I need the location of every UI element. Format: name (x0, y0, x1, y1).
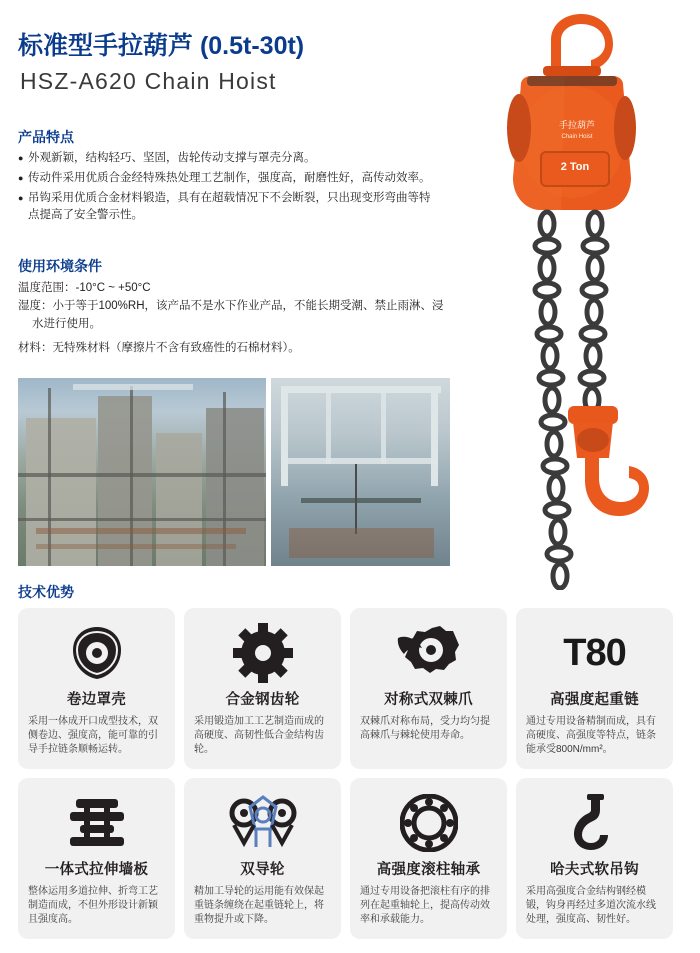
advantage-card (18, 608, 175, 769)
advantage-card (350, 778, 507, 939)
alloy-gear-icon (194, 622, 331, 684)
card-desc: 采用锻造加工工艺制造而成的高硬度、高韧性低合金结构齿轮。 (194, 716, 324, 755)
card-desc: 采用一体成开口成型技术，双侧卷边、强度高，能可靠的引导手拉链条顺畅运转。 (28, 716, 158, 755)
card-desc: 采用高强度合金结构钢经模锻，钩身再经过多道次流水线处理，强度高、韧性好。 (526, 886, 656, 925)
list-item (18, 150, 438, 167)
bullet-dot-icon: ● (18, 193, 24, 203)
top-hook-shape (543, 14, 613, 76)
feature-text: 传动件采用优质合金经特殊热处理工艺制作，强度高，耐磨性好，高传动效率。 (28, 172, 431, 184)
card-title: 哈夫式软吊钩 (550, 862, 639, 878)
svg-text:手拉葫芦: 手拉葫芦 (558, 120, 596, 130)
card-desc: 通过专用设备把滚柱有序的排列在起重轴轮上，提高传动效率和承载能力。 (360, 886, 490, 925)
photo-lifting-operation (271, 378, 450, 566)
environment-line: 水进行使用。 (32, 318, 101, 330)
section-heading-environment: 使用环境条件 (18, 258, 102, 274)
bullet-dot-icon: ● (18, 173, 24, 183)
environment-line: 温度范围：-10°C ~ +50°C (18, 282, 151, 294)
card-desc: 通过专用设备精制而成，具有高硬度、高强度等特点，链条能承受800N/mm²。 (526, 716, 656, 755)
advantage-card (18, 778, 175, 939)
wall-plate-icon (28, 792, 165, 854)
advantage-card (184, 608, 341, 769)
list-item (18, 190, 438, 224)
card-desc: 双棘爪对称布局，受力均匀提高棘爪与棘轮使用寿命。 (360, 716, 490, 741)
t80-chain-icon (526, 622, 663, 684)
shield-cover-icon (28, 622, 165, 684)
double-guide-wheel-icon (194, 792, 331, 854)
advantage-card (516, 778, 673, 939)
page-title-cn: 标准型手拉葫芦 (0.5t-30t) (18, 32, 305, 60)
chain-links (535, 212, 607, 588)
t80-grade-label: T80 (563, 631, 626, 674)
page-title-en: HSZ-A620 Chain Hoist (20, 68, 277, 94)
card-title: 合金钢齿轮 (225, 692, 300, 708)
bullet-dot-icon: ● (18, 153, 24, 163)
advantage-cards (18, 608, 682, 948)
list-item (18, 170, 438, 187)
feature-text: 吊钩采用优质合金材料锻造，具有在超载情况下不会断裂，只出现变形弯曲等特点提高了安全警示性。 (28, 192, 431, 221)
feature-text: 外观新颖，结构轻巧、坚固，齿轮传动支撑与罩壳分离。 (28, 152, 316, 164)
svg-text:Chain Hoist: Chain Hoist (561, 134, 593, 140)
environment-list (18, 279, 448, 357)
card-row (18, 608, 682, 769)
bottom-hook-shape (568, 406, 649, 516)
card-title: 高强度滚柱轴承 (376, 862, 481, 878)
photo-construction-site (18, 378, 266, 566)
hoist-body-shape (507, 76, 636, 210)
card-title: 一体式拉伸墙板 (44, 862, 149, 878)
roller-bearing-icon (360, 792, 497, 854)
section-heading-advantages: 技术优势 (18, 584, 74, 600)
section-heading-features: 产品特点 (18, 129, 74, 145)
card-desc: 精加工导轮的运用能有效保起重链条缠绕在起重链轮上，将重物提升或下降。 (194, 886, 324, 925)
card-row (18, 778, 682, 939)
svg-text:2 Ton: 2 Ton (560, 161, 590, 173)
card-title: 对称式双棘爪 (384, 692, 473, 708)
photo-gallery (18, 378, 450, 566)
environment-line: 材料：无特殊材料（摩擦片不含有致癌性的石棉材料）。 (18, 342, 300, 354)
double-pawl-icon (360, 622, 497, 684)
card-desc: 整体运用多道拉伸、折弯工艺制造而成，不但外形设计新颖且强度高。 (28, 886, 158, 925)
environment-line: 湿度：小于等于100%RH，该产品不是水下作业产品，不能长期受潮、禁止雨淋、浸 (18, 300, 444, 312)
features-list (18, 150, 438, 227)
chain-hoist-illustration (455, 10, 700, 590)
advantage-card (516, 608, 673, 769)
card-title: 双导轮 (240, 862, 285, 878)
advantage-card (184, 778, 341, 939)
advantage-card (350, 608, 507, 769)
card-title: 高强度起重链 (550, 692, 639, 708)
hook-icon (526, 792, 663, 854)
card-title: 卷边罩壳 (66, 692, 127, 708)
